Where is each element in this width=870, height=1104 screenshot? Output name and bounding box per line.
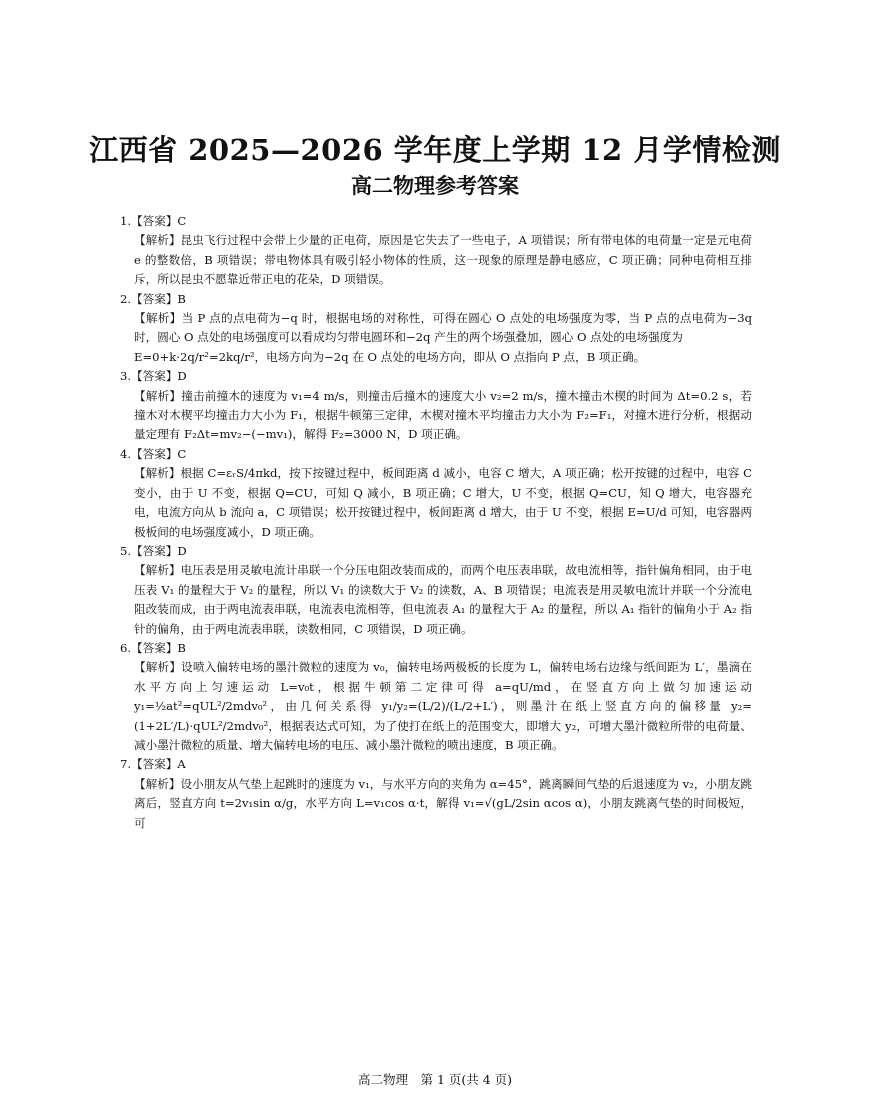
question-1 <box>120 212 752 290</box>
equation-line: E=0+k·2q/r²=2kq/r²，电场方向为−2q 在 O 点处的电场方向，即从 O 点指向 P 点，B 项正确。 <box>134 349 646 364</box>
answer-line: 6.【答案】B <box>120 640 186 655</box>
question-3 <box>120 367 752 445</box>
answer-line: 3.【答案】D <box>120 369 187 384</box>
explanation: 【解析】昆虫飞行过程中会带上少量的正电荷，原因是它失去了一些电子，A 项错误；所有带电体的电荷量一定是元电荷 e 的整数倍，B 项错误；带电物体具有吸引轻小物体的性质，这一现象的原理是静电感应，C 项正确；同种电荷相互排斥，所以昆虫不愿靠近带正电的花朵，D 项错误。 <box>134 233 752 287</box>
page-title: 江西省 2025—2026 学年度上学期 12 月学情检测 <box>89 133 781 167</box>
explanation: 【解析】当 P 点的点电荷为−q 时，根据电场的对称性，可得在圆心 O 点处的电场强度为零，当 P 点的点电荷为−3q 时，圆心 O 点处的电场强度可以看成均匀带电圆环和−2q 产生的两个场强叠加，圆心 O 点处的电场强度为 <box>134 311 752 345</box>
answer-line: 5.【答案】D <box>120 543 187 558</box>
explanation: 【解析】根据 C=εᵣS/4πkd，按下按键过程中，板间距离 d 减小，电容 C 增大，A 项正确；松开按键的过程中，电容 C 变小，由于 U 不变，根据 Q=CU，可知 Q 减小，B 项正确；C 增大，U 不变，根据 Q=CU，知 Q 增大，电容器充电，电流方向从 b 流向 a，C 项错误；松开按键过程中，板间距离 d 增大，由于 U 不变，根据 E=U/d 可知，电容器两极板间的电场强度减小，D 项正确。 <box>134 466 752 539</box>
explanation: 【解析】撞击前撞木的速度为 v₁=4 m/s，则撞击后撞木的速度大小 v₂=2 m/s，撞木撞击木楔的时间为 Δt=0.2 s，若撞木对木楔平均撞击力大小为 F₁，根据牛顿第三定律，木楔对撞木平均撞击力大小为 F₂=F₁，对撞木进行分析，根据动量定理有 F₂Δt=mv₂−(−mv₁)，解得 F₂=3000 N，D 项正确。 <box>134 388 752 442</box>
explanation: 【解析】电压表是用灵敏电流计串联一个分压电阻改装而成的，而两个电压表串联，故电流相等，指针偏角相同，由于电压表 V₁ 的量程大于 V₂ 的量程，所以 V₁ 的读数大于 V₂ 的读数，A、B 项错误；电流表是用灵敏电流计并联一个分流电阻改装而成，由于两电流表串联，电流表电流相等，但电流表 A₁ 的量程大于 A₂ 的量程，所以 A₁ 指针的偏角小于 A₂ 指针的偏角，由于两电流表串联，读数相同，C 项错误，D 项正确。 <box>134 563 752 636</box>
answer-list <box>120 212 752 833</box>
answer-line: 4.【答案】C <box>120 446 187 461</box>
question-4 <box>120 445 752 542</box>
explanation: 【解析】设喷入偏转电场的墨汁微粒的速度为 v₀，偏转电场两极板的长度为 L，偏转电场右边缘与纸间距为 L′，墨滴在水平方向上匀速运动 L=v₀t，根据牛顿第二定律可得 a=qU/md，在竖直方向上做匀加速运动 y₁=½at²=qUL²/2mdv₀²，由几何关系得 y₁/y₂=(L/2)/(L/2+L′)，则墨汁在纸上竖直方向的偏移量 y₂=(1+2L′/L)·qUL²/2mdv₀²，根据表达式可知，为了使打在纸上的范围变大，即增大 y₂，可增大墨汁微粒所带的电荷量、减小墨汁微粒的质量、增大偏转电场的电压、减小墨汁微粒的喷出速度，B 项正确。 <box>134 660 752 752</box>
question-7 <box>120 755 752 833</box>
page-footer: 高二物理 第 1 页(共 4 页) <box>357 1072 513 1087</box>
question-2 <box>120 290 752 368</box>
answer-line: 2.【答案】B <box>120 291 186 306</box>
page-subtitle: 高二物理参考答案 <box>351 173 519 198</box>
question-5 <box>120 542 752 639</box>
answer-line: 7.【答案】A <box>120 757 186 772</box>
explanation: 【解析】设小朋友从气垫上起跳时的速度为 v₁，与水平方向的夹角为 α=45°，跳离瞬间气垫的后退速度为 v₂，小朋友跳离后，竖直方向 t=2v₁sin α/g，水平方向 L=v₁cos α·t，解得 v₁=√(gL/2sin αcos α)，小朋友跳离气垫的时间极短，可 <box>134 776 752 830</box>
answer-line: 1.【答案】C <box>120 214 187 228</box>
question-6 <box>120 639 752 755</box>
